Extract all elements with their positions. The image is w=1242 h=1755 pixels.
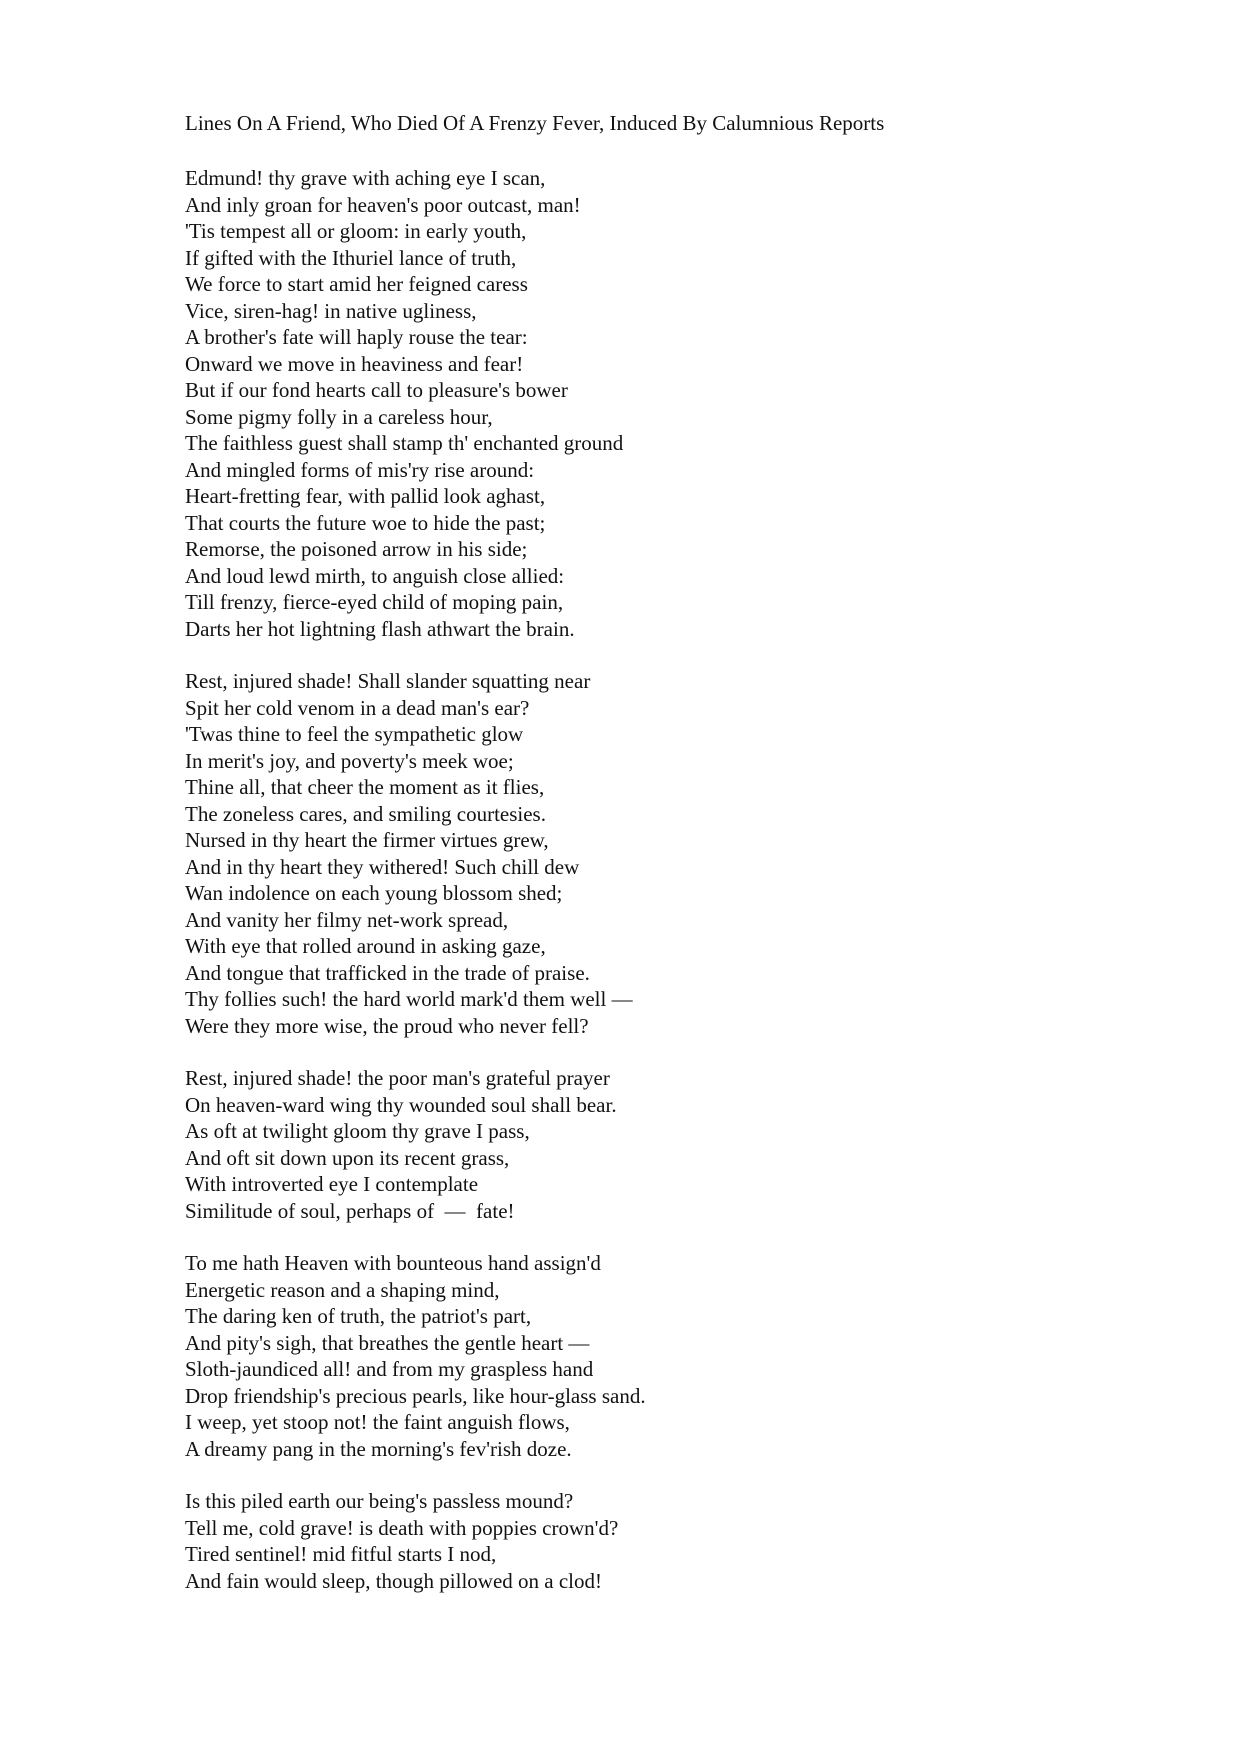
poem-line: Sloth-jaundiced all! and from my graspless hand	[185, 1357, 594, 1381]
stanza	[185, 668, 1185, 1039]
poem-line: Darts her hot lightning flash athwart the brain.	[185, 616, 575, 641]
poem-title: Lines On A Friend, Who Died Of A Frenzy Fever, Induced By Calumnious Reports	[185, 111, 885, 135]
poem-line: That courts the future woe to hide the past;	[185, 510, 546, 535]
poem-line: A dreamy pang in the morning's fev'rish doze.	[185, 1436, 572, 1461]
poem-line: Onward we move in heaviness and fear!	[185, 351, 524, 376]
poem-line: Remorse, the poisoned arrow in his side;	[185, 537, 528, 561]
poem-line: Some pigmy folly in a careless hour,	[185, 404, 493, 429]
poem-line: And tongue that trafficked in the trade of praise.	[185, 960, 590, 985]
poem-line: In merit's joy, and poverty's meek woe;	[185, 748, 514, 773]
poem-line: 'Tis tempest all or gloom: in early youth,	[185, 219, 527, 243]
poem-line: The zoneless cares, and smiling courtesies.	[185, 801, 546, 826]
poem-line: Were they more wise, the proud who never fell?	[185, 1013, 589, 1038]
poem-line: Rest, injured shade! Shall slander squatting near	[185, 669, 591, 693]
poem-line: And inly groan for heaven's poor outcast, man!	[185, 192, 581, 217]
poem-line: Vice, siren-hag! in native ugliness,	[185, 298, 477, 323]
poem-stanzas	[185, 165, 1185, 1594]
poem-line: Edmund! thy grave with aching eye I scan,	[185, 166, 546, 190]
stanza	[185, 1250, 1185, 1462]
poem-line: But if our fond hearts call to pleasure's bower	[185, 378, 568, 402]
poem-line: Thy follies such! the hard world mark'd them well —	[185, 987, 633, 1011]
poem-line: Tell me, cold grave! is death with poppies crown'd?	[185, 1515, 619, 1540]
poem-line: I weep, yet stoop not! the faint anguish flows,	[185, 1410, 570, 1434]
stanza	[185, 1065, 1185, 1224]
stanza	[185, 165, 1185, 642]
poem-line: Wan indolence on each young blossom shed;	[185, 881, 563, 905]
poem-line: Rest, injured shade! the poor man's grateful prayer	[185, 1066, 610, 1090]
poem-line: The daring ken of truth, the patriot's part,	[185, 1304, 532, 1328]
poem-line: A brother's fate will haply rouse the tear:	[185, 325, 528, 349]
poem-line: Energetic reason and a shaping mind,	[185, 1277, 500, 1302]
poem-line: And vanity her filmy net-work spread,	[185, 907, 509, 932]
poem-line: We force to start amid her feigned caress	[185, 272, 528, 296]
poem-line: Similitude of soul, perhaps of — fate!	[185, 1198, 515, 1223]
poem-line: Thine all, that cheer the moment as it flies,	[185, 775, 545, 799]
poem-line: Nursed in thy heart the firmer virtues grew,	[185, 828, 549, 852]
poem-body	[185, 108, 1185, 1594]
poem-line: Tired sentinel! mid fitful starts I nod,	[185, 1542, 497, 1566]
poem-line: With eye that rolled around in asking gaze,	[185, 934, 546, 958]
poem-line: As oft at twilight gloom thy grave I pass,	[185, 1119, 530, 1143]
poem-line: Is this piled earth our being's passless mound?	[185, 1489, 574, 1513]
stanza	[185, 1488, 1185, 1594]
poem-line: And fain would sleep, though pillowed on a clod!	[185, 1568, 603, 1593]
poem-line: And mingled forms of mis'ry rise around:	[185, 457, 535, 482]
poem-line: The faithless guest shall stamp th' enchanted ground	[185, 431, 624, 455]
poem-line: On heaven-ward wing thy wounded soul shall bear.	[185, 1092, 617, 1117]
poem-line: And loud lewd mirth, to anguish close allied:	[185, 563, 565, 588]
poem-line: With introverted eye I contemplate	[185, 1172, 479, 1196]
poem-line: If gifted with the Ithuriel lance of truth,	[185, 245, 517, 270]
poem-line: Till frenzy, fierce-eyed child of moping pain,	[185, 590, 564, 614]
poem-line: And in thy heart they withered! Such chill dew	[185, 854, 580, 879]
poem-line: To me hath Heaven with bounteous hand assign'd	[185, 1251, 601, 1275]
poem-line: And pity's sigh, that breathes the gentle heart —	[185, 1330, 590, 1355]
poem-line: Heart-fretting fear, with pallid look aghast,	[185, 484, 546, 508]
poem-line: Spit her cold venom in a dead man's ear?	[185, 695, 530, 720]
poem-line: And oft sit down upon its recent grass,	[185, 1145, 510, 1170]
poem-line: 'Twas thine to feel the sympathetic glow	[185, 722, 524, 746]
poem-line: Drop friendship's precious pearls, like hour-glass sand.	[185, 1383, 646, 1408]
